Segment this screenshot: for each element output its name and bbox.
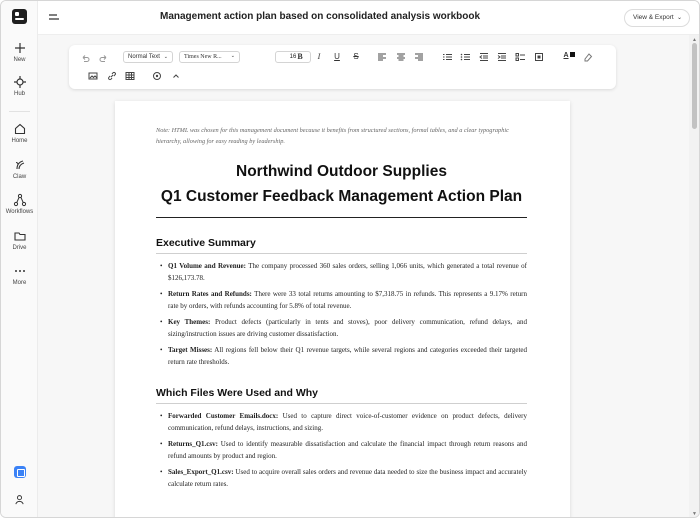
highlight-icon[interactable] [583,52,593,62]
undo-icon[interactable] [80,53,90,63]
section-heading-files-used: Which Files Were Used and Why [156,387,527,404]
document-note: Note: HTML was chosen for this management document because it benefits from structured sections, formal tables, and a clear typographic hierarchy, allowing for easy reading by leadership. [156,127,509,145]
table-icon[interactable] [125,71,135,81]
sidebar-divider [9,111,30,112]
sidebar-item-new[interactable] [1,41,38,63]
home-icon [13,122,27,136]
align-left-icon[interactable] [377,52,387,62]
list-item-label: Returns_Q1.csv: [168,440,218,448]
sidebar-item-label: Hub [13,91,25,97]
scroll-up-icon[interactable]: ▲ [692,37,697,43]
heading-line-2: Q1 Customer Feedback Management Action Plan [160,188,523,205]
paragraph-style-value: Normal Text [128,54,160,60]
font-family-select[interactable] [179,51,240,63]
redo-icon[interactable] [99,53,109,63]
sidebar-item-label: New [13,57,26,63]
color-swatch [570,52,575,57]
sidebar-item-label: More [12,280,27,286]
assistant-icon[interactable] [14,466,26,478]
list-item-label: Forwarded Customer Emails.docx: [168,412,279,420]
chevron-down-icon: ⌄ [230,54,235,59]
link-icon[interactable] [107,71,117,81]
bullet-list-icon[interactable] [460,52,470,62]
align-right-icon[interactable] [414,52,424,62]
list-item-text: Used to acquire overall sales orders and revenue data needed to size the business impact and accurately calculate return rates. [168,468,527,488]
scrollbar-thumb[interactable] [692,43,697,129]
image-icon[interactable] [88,71,98,81]
text-color-icon: A [563,52,569,59]
list-item-text: There were 33 total returns amounting to $7,318.75 in refunds. This represents a 9.17% return rate by orders, with refunds accounting for 5.8% of total revenue. [168,290,527,310]
outdent-icon[interactable] [479,52,489,62]
list-item-label: Key Themes: [168,318,211,326]
list-item [156,260,527,284]
sidebar-item-home[interactable] [1,122,38,144]
vertical-scrollbar[interactable] [689,35,700,518]
insert-component-icon[interactable] [152,71,162,81]
view-export-button[interactable] [624,9,690,27]
chevron-down-icon: ⌄ [163,54,168,60]
document-title: Management action plan based on consolidated analysis workbook [160,11,481,22]
menu-icon[interactable] [49,13,59,22]
profile-icon[interactable] [13,493,26,506]
numbered-list-icon[interactable] [442,52,452,62]
app-logo-icon[interactable] [12,9,27,24]
sidebar-item-claw[interactable] [1,158,38,180]
sidebar-item-label: Claw [12,174,27,180]
paragraph-style-select[interactable] [123,51,173,63]
document-page[interactable] [115,101,570,518]
sidebar [1,1,38,518]
list-item [156,316,527,340]
sidebar-item-label: Workflows [5,209,34,215]
text-color-button[interactable] [562,51,576,61]
list-item-text: Used to identify measurable dissatisfaction and calculate the financial impact through return reasons and refund amounts by product and region. [168,440,527,460]
underline-button[interactable]: U [334,52,340,61]
collapse-toolbar-icon[interactable] [171,71,181,81]
list-item-text: Used to capture direct voice-of-customer evidence on product defects, delivery communication, refund delays, instructions, and sizing. [168,412,528,432]
checklist-icon[interactable] [515,52,525,62]
chevron-down-icon: ⌄ [676,15,682,21]
align-center-icon[interactable] [396,52,406,62]
sidebar-item-label: Drive [12,245,27,251]
sidebar-item-label: Home [11,138,28,144]
list-item [156,466,527,490]
folder-icon [13,229,27,243]
list-item-text: The company processed 360 sales orders, selling 1,066 units, which generated a total revenue of $126,173.78. [168,262,527,282]
editor-area [38,35,689,518]
formatting-toolbar [69,45,616,89]
more-icon [13,264,27,278]
bold-button[interactable]: B [297,52,303,61]
document-body[interactable] [156,101,527,494]
view-export-label: View & Export [633,14,674,21]
indent-icon[interactable] [497,52,507,62]
plus-icon [13,41,27,55]
list-item-text: All regions fell below their Q1 revenue targets, while several regions and categories exceeded their targeted return rate thresholds. [168,346,528,366]
list-item [156,288,527,312]
list-item-text: Product defects (particularly in tents and stoves), poor delivery communication, refund delays, and sizing/instruction issues are driving customer dissatisfaction. [168,318,527,338]
claw-icon [13,158,27,172]
sidebar-item-hub[interactable] [1,75,38,97]
files-used-list [156,410,527,490]
list-item-label: Q1 Volume and Revenue: [168,262,246,270]
title-divider [156,217,527,218]
document-heading [156,159,527,209]
scroll-down-icon[interactable]: ▼ [692,511,697,517]
embed-icon[interactable] [534,52,544,62]
list-item-label: Sales_Export_Q1.csv: [168,468,234,476]
font-size-input[interactable]: 16 [275,51,311,63]
hub-icon [13,75,27,89]
font-family-value: Times New R... [184,54,222,60]
list-item-label: Return Rates and Refunds: [168,290,252,298]
list-item [156,344,527,368]
executive-summary-list [156,260,527,368]
sidebar-item-workflows[interactable] [1,193,38,215]
italic-button[interactable]: I [317,52,321,61]
list-item [156,438,527,462]
sidebar-item-drive[interactable] [1,229,38,251]
section-heading-executive-summary: Executive Summary [156,237,527,254]
list-item [156,410,527,434]
workflows-icon [13,193,27,207]
strikethrough-button[interactable]: S [353,52,359,61]
sidebar-item-more[interactable] [1,264,38,286]
heading-line-1: Northwind Outdoor Supplies [236,163,447,180]
header [38,1,700,35]
list-item-label: Target Misses: [168,346,213,354]
